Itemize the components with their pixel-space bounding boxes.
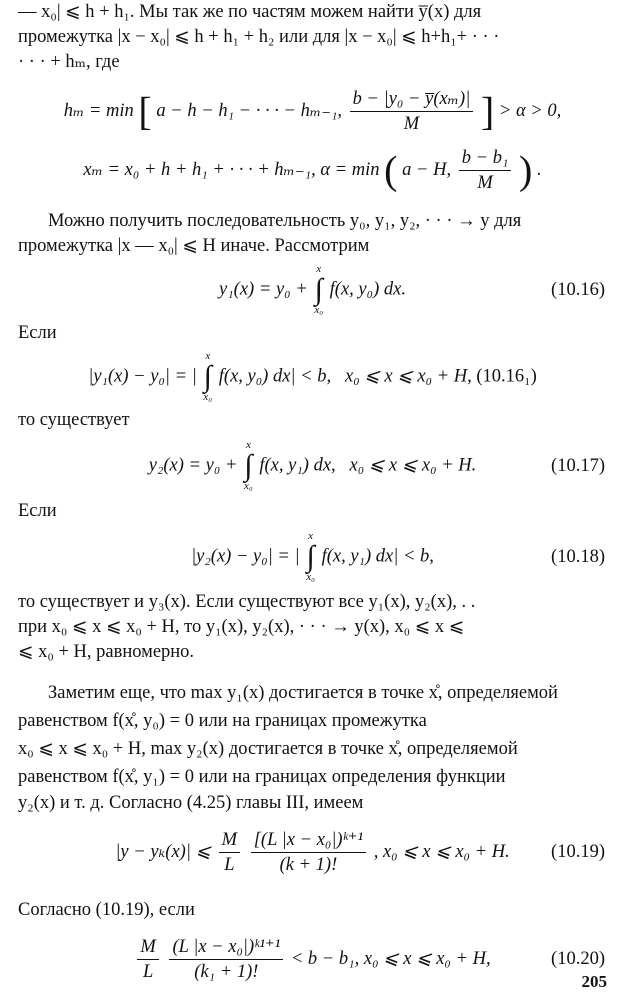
paragraph-5: Согласно (10.19), если — [18, 900, 195, 920]
equation-10-17: y₂(x) = y₀ + x ∫ x₀ f(x, y₁) dx, x₀ ⩽ x ⩽ x₀ + H. (10.17) — [148, 439, 605, 492]
integral-sign: x ∫ x₀ — [314, 263, 324, 316]
paragraph-4-line-1: Заметим еще, что max y₁(x) достигается в точке x̊, определяемой — [48, 683, 558, 703]
equation-10-16: y₁(x) = y₀ + x ∫ x₀ f(x, y₀) dx. (10.16) — [219, 263, 605, 316]
equation-hm-part1: a − h − h₁ − · · · − hₘ₋₁, — [156, 100, 343, 121]
equation-number: (10.19) — [551, 841, 605, 862]
fraction-power-over-factorial: $\frac{\text{(L |x − x₀|)ᵏ¹⁺¹}}{\text{(k₁ + 1)!}}$ — [169, 936, 283, 983]
equation-xm-part1: a − H, — [402, 159, 452, 180]
paragraph-4-line-2: равенством f(x̊, y₀) = 0 или на границах промежутка — [18, 711, 427, 731]
text-line-2: промежутка |x − x₀| ⩽ h + h₁ + h₂ или для |x − x₀| ⩽ h+h₁+ · · · — [18, 27, 500, 47]
text-to-sushchestvuet: то существует — [18, 410, 130, 430]
paragraph-2-line-2: промежутка |x — x₀| ⩽ H иначе. Рассмотрим — [18, 236, 370, 256]
equation-number: (10.18) — [551, 546, 605, 567]
paragraph-3-line-2: при x₀ ⩽ x ⩽ x₀ + H, то y₁(x), y₂(x), · · · → y(x), x₀ ⩽ x ⩽ — [18, 617, 465, 637]
equation-10-18: |y₂(x) − y₀| = | x ∫ x₀ f(x, y₁) dx| < b, (10.18) — [191, 530, 605, 583]
equation-10-20: $\frac{M}{L}$ $\frac{\text{(L |x − x₀|)ᵏ¹⁺¹}}{\text{(k₁ + 1)!}}$ < b − b₁, x₀ ⩽ x ⩽ x₀ + H, (10.20) — [18, 923, 607, 995]
equation-10-16-1: |y₁(x) − y₀| = | x ∫ x₀ f(x, y₀) dx| < b, x₀ ⩽ x ⩽ x₀ + H, (10.16₁) — [88, 350, 537, 403]
equation-hm: hₘ = min [ a − h − h₁ − · · · − hₘ₋₁, $\frac{\text{b − |y₀ − y̅(xₘ)|}}{M}$ ] > α > 0, — [63, 88, 562, 134]
equation-number: (10.20) — [551, 948, 605, 969]
fraction-power-over-factorial: $\frac{\text{[(L |x − x₀|)ᵏ⁺¹}}{(k + 1)!}$ — [251, 829, 366, 876]
paragraph-3-line-1: то существует и y₃(x). Если существуют все y₁(x), y₂(x), . . — [18, 592, 476, 612]
equation-number: (10.16) — [551, 279, 605, 300]
equation-xm: xₘ = x₀ + h + h₁ + · · · + hₘ₋₁, α = min ( a − H, $\frac{\text{b − b₁}}{M}$ ) . — [83, 147, 542, 193]
equation-hm-tail: > α > 0, — [498, 100, 562, 121]
text-esli-1: Если — [18, 323, 57, 343]
equation-number: (10.16₁) — [476, 366, 537, 387]
equation-number: (10.17) — [551, 455, 605, 476]
paragraph-4-line-5: y₂(x) и т. д. Согласно (4.25) главы III, имеем — [18, 793, 364, 813]
equation-hm-lhs: hₘ = min — [63, 100, 134, 121]
equation-hm-fraction: $\frac{\text{b − |y₀ − y̅(xₘ)|}}{M}$ — [350, 88, 474, 135]
paragraph-3-line-3: ⩽ x₀ + H, равномерно. — [18, 642, 195, 662]
text-esli-2: Если — [18, 501, 57, 521]
equation-10-19: |y − yₖ(x)| ⩽ $\frac{M}{L}$ $\frac{\text{[(L |x − x₀|)ᵏ⁺¹}}{(k + 1)!}$ , x₀ ⩽ x ⩽ x₀ + H. (10.19) — [115, 829, 605, 875]
paragraph-4-line-3: x₀ ⩽ x ⩽ x₀ + H, max y₂(x) достигается в точке x̊, определяемой — [18, 739, 518, 759]
paragraph-2-line-1: Можно получить последовательность y₀, y₁, y₂, · · · → y для — [48, 211, 522, 231]
paragraph-4-line-4: равенством f(x̊, y₁) = 0 или на границах определения функции — [18, 767, 506, 787]
integral-sign: x ∫ x₀ — [203, 350, 213, 403]
fraction-m-over-l: $\frac{M}{L}$ — [137, 936, 158, 983]
text-line-3: · · · + hₘ, где — [18, 52, 120, 72]
integral-sign: x ∫ x₀ — [244, 439, 253, 492]
page-number: 205 — [581, 972, 607, 991]
equation-xm-lhs: xₘ = x₀ + h + h₁ + · · · + hₘ₋₁, α = min — [83, 159, 380, 180]
text-line-1: — x₀| ⩽ h + h₁. Мы так же по частям можем найти y̅(x) для — [18, 2, 482, 22]
fraction-m-over-l: $\frac{M}{L}$ — [219, 829, 240, 876]
equation-xm-fraction: $\frac{\text{b − b₁}}{M}$ — [459, 147, 512, 194]
integral-sign: x ∫ x₀ — [306, 530, 315, 583]
